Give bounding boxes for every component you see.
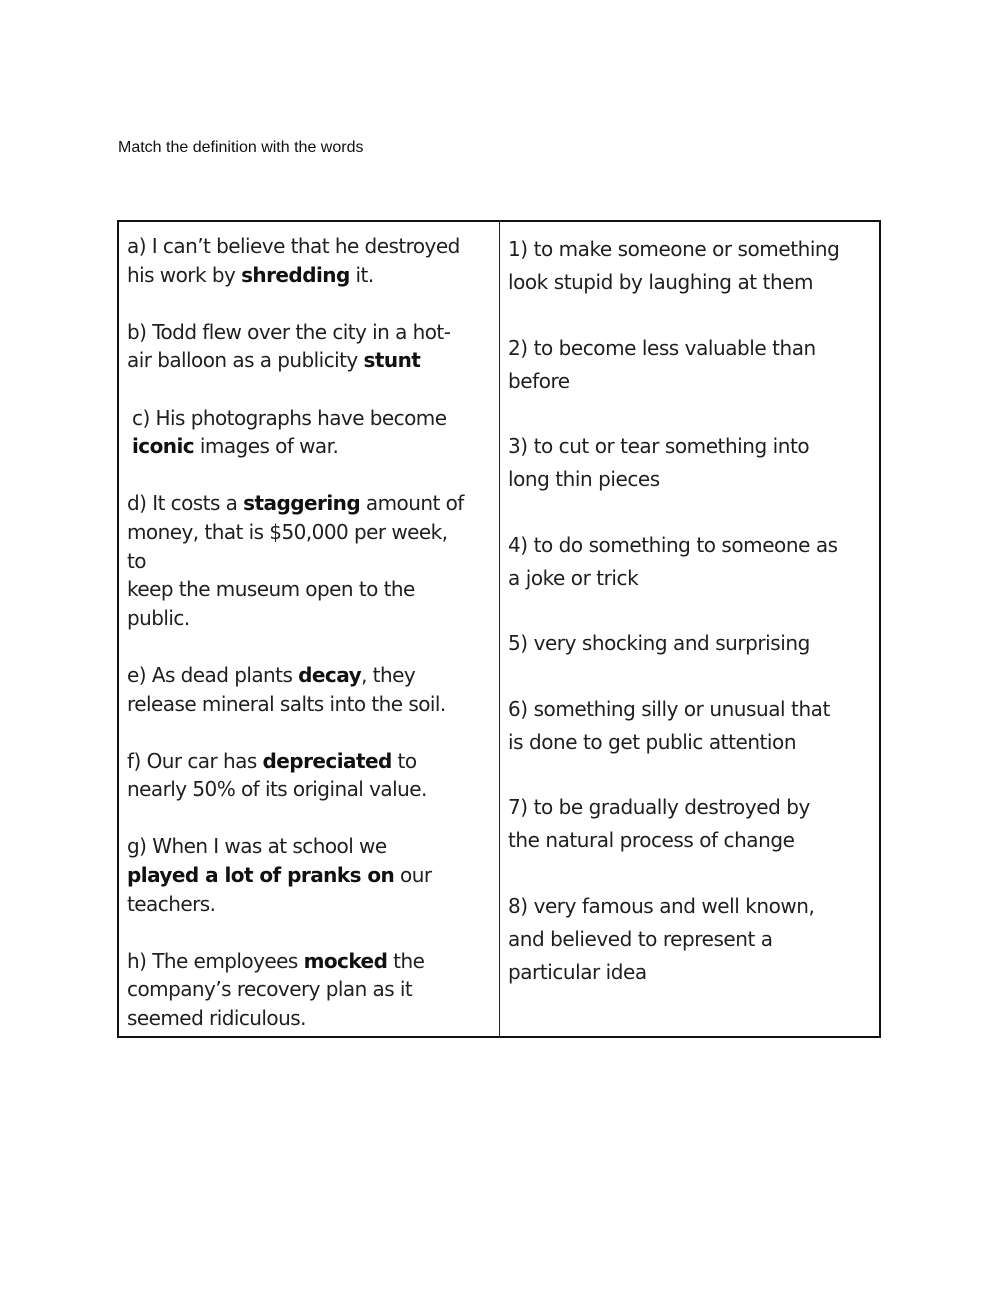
sentences-column [119, 222, 500, 1036]
sentence-letter: b) [127, 319, 147, 344]
definition-text: very shocking and surprising [533, 631, 810, 655]
sentence-text: keep the museum open to the [127, 577, 415, 602]
sentence-text: His photographs have become [155, 405, 447, 430]
sentence-text: to [127, 548, 146, 573]
matching-table [117, 220, 881, 1038]
sentence-item [127, 318, 499, 375]
sentence-text: As dead plants [151, 662, 299, 687]
definition-item [508, 430, 879, 496]
sentence-letter: a) [127, 234, 146, 258]
sentence-letter: e) [127, 662, 147, 687]
sentence-item [127, 232, 499, 289]
sentence-letter: d) [127, 491, 147, 516]
definition-number: 5) [508, 631, 528, 655]
key-word: played a lot of pranks on [127, 863, 395, 888]
sentence-letter: c) [132, 405, 150, 430]
definition-number: 1) [508, 237, 528, 261]
definition-number: 3) [508, 434, 528, 458]
definition-text: particular idea [508, 959, 647, 984]
key-word: decay [298, 662, 362, 687]
sentence-text: public. [127, 605, 190, 630]
definition-number: 4) [508, 532, 528, 557]
definitions-column [500, 222, 879, 1036]
sentence-item [127, 832, 499, 918]
definition-number: 7) [508, 795, 528, 819]
sentence-text: release mineral salts into the soil. [127, 691, 446, 716]
definition-number: 6) [508, 696, 528, 721]
sentence-text: It costs a [152, 491, 244, 516]
definition-text: before [508, 368, 570, 393]
definition-item [508, 233, 879, 299]
sentence-item [127, 489, 499, 632]
definition-text: look stupid by laughing at them [508, 270, 814, 294]
sentence-text: his work by [127, 262, 242, 287]
sentence-text: to [391, 748, 417, 773]
sentence-text: air balloon as a publicity [127, 348, 364, 373]
key-word: mocked [303, 948, 388, 973]
key-word: iconic [132, 434, 195, 459]
sentence-text: When I was at school we [152, 834, 387, 859]
sentence-item [127, 747, 499, 804]
sentence-item [127, 404, 499, 461]
definition-text: to make someone or something [533, 237, 840, 261]
definition-item [508, 791, 879, 857]
definition-text: to do something to someone as [533, 532, 838, 557]
definition-item [508, 529, 879, 595]
definition-text: is done to get public attention [508, 729, 797, 754]
sentence-text: nearly 50% of its original value. [127, 777, 427, 802]
sentence-text: Todd flew over the city in a hot- [152, 319, 451, 344]
definition-number: 2) [508, 335, 528, 360]
sentence-letter: h) [127, 948, 147, 973]
sentence-text: , they [361, 662, 416, 687]
definition-text: something silly or unusual that [533, 696, 830, 721]
key-word: stunt [363, 348, 421, 373]
sentence-text: images of war. [194, 434, 339, 459]
definition-text: long thin pieces [508, 467, 660, 491]
sentence-text: the [387, 948, 425, 973]
definition-item [508, 890, 879, 989]
definition-item [508, 627, 879, 660]
sentence-text: company’s recovery plan as it [127, 977, 413, 1002]
sentence-letter: f) [127, 748, 141, 773]
definition-item [508, 693, 879, 759]
definition-text: and believed to represent a [508, 926, 773, 951]
key-word: shredding [241, 262, 350, 287]
definition-text: the natural process of change [508, 828, 795, 852]
sentence-text: it. [349, 262, 374, 287]
sentence-text: seemed ridiculous. [127, 1006, 306, 1031]
key-word: staggering [243, 491, 361, 516]
definition-item [508, 332, 879, 398]
sentence-item [127, 947, 499, 1033]
definition-text: very famous and well known, [533, 893, 815, 918]
sentence-text: amount of [360, 491, 464, 516]
sentence-text: I can’t believe that he destroyed [151, 234, 460, 258]
sentence-text: The employees [152, 948, 304, 973]
sentence-text: our [394, 863, 432, 888]
sentence-item [127, 661, 499, 718]
definition-text: to become less valuable than [533, 335, 816, 360]
sentence-text: Our car has [146, 748, 263, 773]
definition-number: 8) [508, 893, 528, 918]
sentence-text: money, that is $50,000 per week, [127, 519, 448, 544]
sentence-text: teachers. [127, 891, 216, 916]
definition-text: to cut or tear something into [533, 434, 810, 458]
instruction-text: Match the definition with the words [118, 139, 364, 156]
key-word: depreciated [262, 748, 392, 773]
definition-text: a joke or trick [508, 565, 639, 590]
sentence-letter: g) [127, 834, 147, 859]
definition-text: to be gradually destroyed by [533, 795, 810, 819]
